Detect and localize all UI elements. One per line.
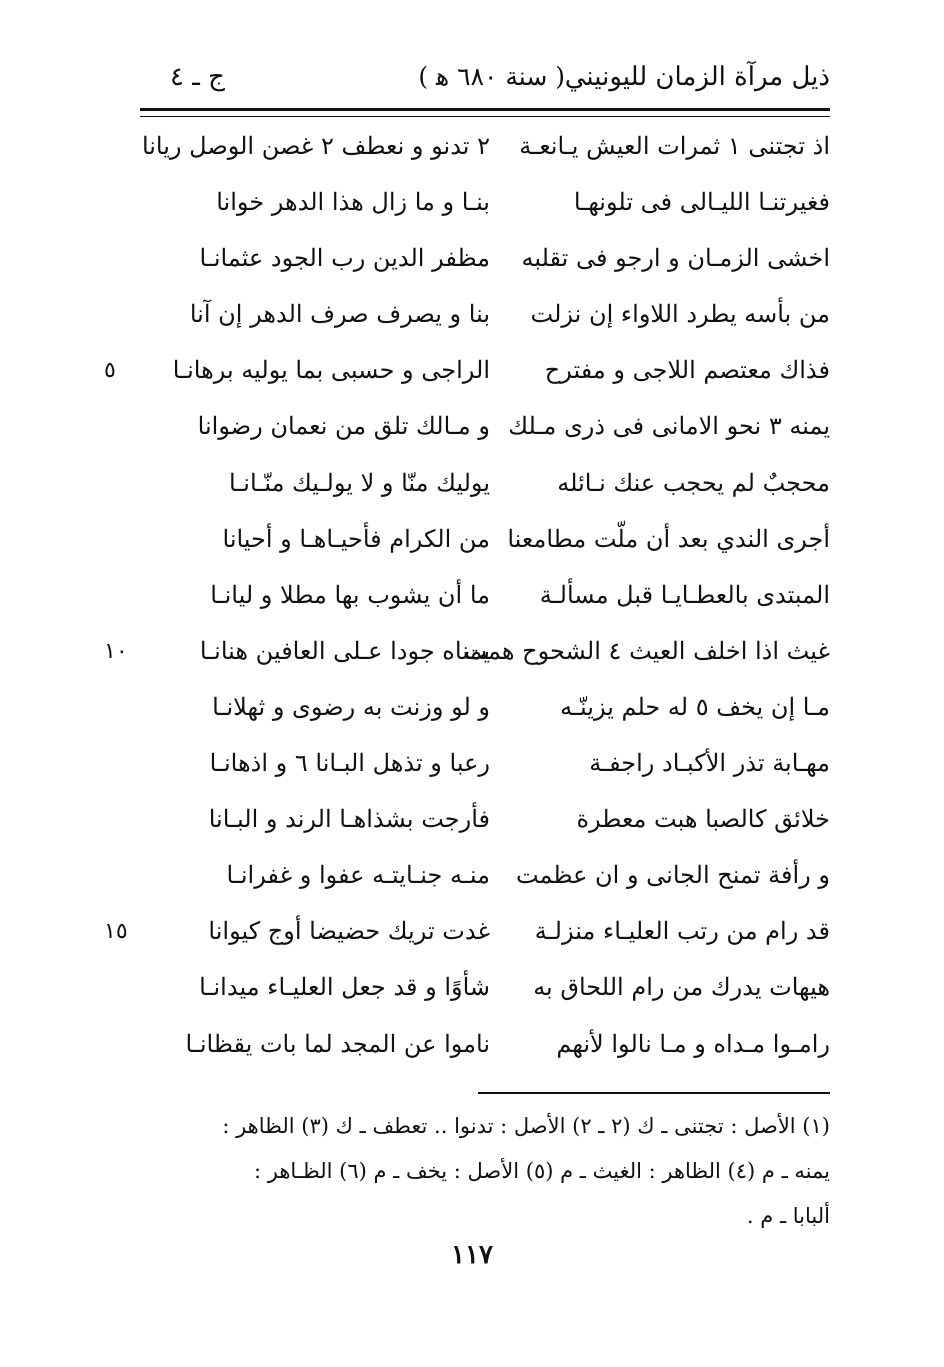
verse-line (100, 124, 830, 180)
verse-second-hemistich: غدت تريك حضيضا أوج كيوانا (208, 917, 490, 946)
verse-second-hemistich: رعبا و تذهل البـانا ٦ و اذهانـا (209, 749, 490, 778)
header-rule-thin (140, 116, 830, 117)
verse-first-hemistich: أجرى الندي بعد أن ملّت مطامعنا (507, 524, 830, 553)
line-number: ١٥ (104, 919, 128, 945)
book-title: ذيل مرآة الزمان لليونيني (564, 62, 830, 92)
verse-first-hemistich: فذاك معتصم اللاجى و مفترح (544, 356, 830, 385)
verse-line (100, 1022, 830, 1078)
verse-first-hemistich: اخشى الزمـان و ارجو فى تقلبه (521, 244, 830, 273)
verse-second-hemistich: من الكرام فأحيـاهـا و أحيانا (222, 524, 490, 553)
verse-line (100, 180, 830, 236)
line-number: ٥ (104, 358, 116, 384)
footnote-line: يمنه ـ م (٤) الظاهر : الغيث ـ م (٥) الأصل : يخف ـ م (٦) الظـاهر : (254, 1159, 830, 1183)
verse-second-hemistich: بنا و يصرف صرف الدهر إن آنا (189, 300, 490, 329)
verse-line (100, 292, 830, 348)
running-header (140, 58, 830, 104)
verse-line (100, 741, 830, 797)
header-rule-thick (140, 108, 830, 111)
verse-second-hemistich: فأرجت بشذاهـا الرند و البـانا (208, 805, 490, 834)
verse-line (100, 965, 830, 1021)
verse-second-hemistich: شأوًا و قد جعل العليـاء ميدانـا (199, 973, 490, 1002)
verse-first-hemistich: من بأسه يطرد اللاواء إن نزلت (530, 300, 830, 329)
verse-line (100, 236, 830, 292)
verse-line (100, 404, 830, 460)
verse-line (100, 348, 830, 404)
verse-line (100, 573, 830, 629)
verse-second-hemistich: منـه جنـايتـه عفوا و غفرانـا (226, 861, 490, 890)
verse-second-hemistich: مظفر الدين رب الجود عثمانـا (199, 244, 490, 273)
verse-first-hemistich: و رأفة تمنح الجانى و ان عظمت (515, 861, 830, 890)
verse-line (100, 853, 830, 909)
verse-first-hemistich: هيهات يدرك من رام اللحاق به (533, 973, 830, 1002)
verse-first-hemistich: قد رام من رتب العليـاء منزلـة (534, 917, 830, 946)
verse-second-hemistich: ما أن يشوب بها مطلا و ليانـا (210, 580, 490, 609)
poem-body (100, 124, 830, 1078)
verse-first-hemistich: يمنه ٣ نحو الامانى فى ذرى مـلك (508, 412, 830, 441)
verse-second-hemistich: يوليك منّا و لا يولـيك منّـانـا (228, 468, 490, 497)
verse-first-hemistich: غيث اذا اخلف العيث ٤ الشحوح همت (464, 636, 830, 665)
verse-first-hemistich: مهـابة تذر الأكبـاد راجفـة (589, 749, 830, 778)
volume-label: ج ـ ٤ (170, 62, 225, 92)
verse-second-hemistich: و مـالك تلق من نعمان رضوانا (197, 412, 490, 441)
verse-second-hemistich: ناموا عن المجد لما بات يقظانـا (185, 1029, 490, 1058)
verse-second-hemistich: بنـا و ما زال هذا الدهر خوانا (216, 188, 490, 217)
footnotes (140, 1104, 830, 1239)
year-label: ( سنة ٦٨٠ ﻫ ) (418, 62, 565, 91)
verse-line (100, 909, 830, 965)
page-number: ١١٧ (451, 1240, 493, 1270)
verse-first-hemistich: المبتدى بالعطـايـا قبل مسألـة (539, 580, 830, 609)
verse-first-hemistich: خلائق كالصبا هبت معطرة (576, 805, 830, 834)
verse-line (100, 685, 830, 741)
verse-second-hemistich: و لو وزنت به رضوى و ثهلانـا (212, 692, 490, 721)
footnote-separator (478, 1092, 830, 1094)
verse-second-hemistich: ٢ تدنو و نعطف ٢ غصن الوصل ريانا (141, 132, 490, 160)
verse-first-hemistich: فغيرتنـا الليـالى فى تلونهـا (573, 188, 830, 217)
line-number: ١٠ (104, 638, 128, 664)
verse-line (100, 517, 830, 573)
verse-first-hemistich: اذ تجتنى ١ ثمرات العيش يـانعـة (519, 132, 830, 160)
verse-line (100, 797, 830, 853)
verse-second-hemistich: الراجى و حسبى بما يوليه برهانـا (172, 356, 490, 385)
footnote-line: (١) الأصل : تجتنى ـ ك (٢ ـ ٢) الأصل : تدنوا .. تعطف ـ ك (٣) الظاهر : (222, 1114, 830, 1138)
verse-second-hemistich: يمناه جودا عـلى العافين هنانـا (199, 636, 490, 665)
verse-line (100, 461, 830, 517)
verse-line (100, 629, 830, 685)
verse-first-hemistich: مـا إن يخف ٥ له حلم يزينّـه (560, 692, 830, 721)
verse-first-hemistich: رامـوا مـداه و مـا نالوا لأنهم (556, 1029, 830, 1058)
verse-first-hemistich: محجبٌ لم يحجب عنك نـائله (557, 468, 830, 497)
footnote-line: ألبابا ـ م . (746, 1204, 830, 1228)
